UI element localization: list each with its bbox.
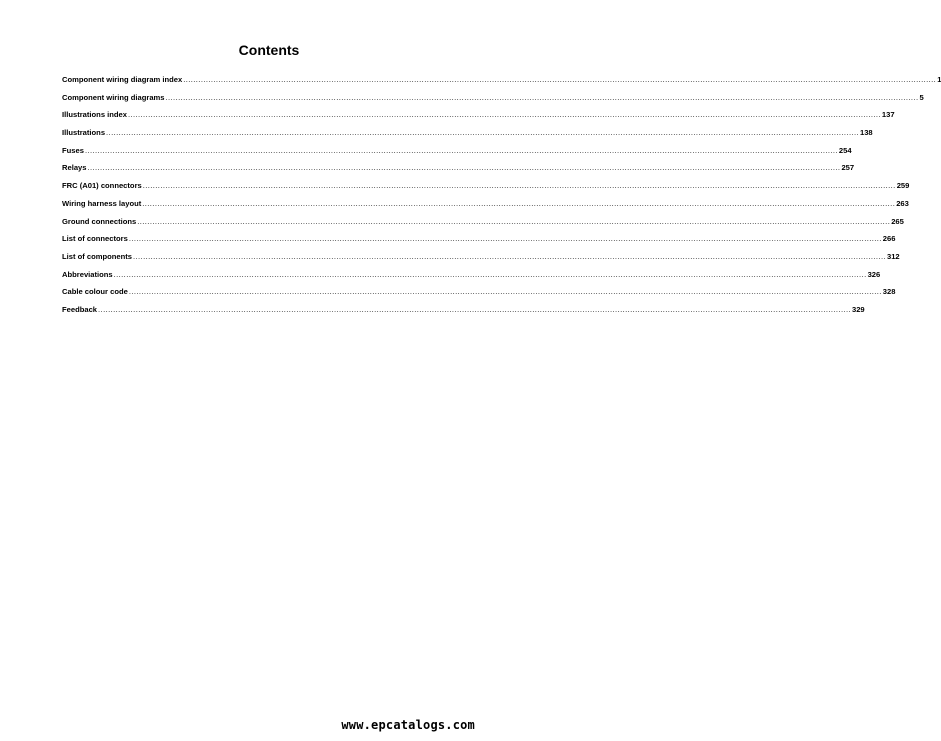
toc-entry[interactable] (62, 216, 904, 235)
toc-entry[interactable] (62, 128, 873, 146)
toc-entry-page: 257 (841, 163, 855, 173)
toc-entry-page: 312 (886, 251, 900, 261)
toc-entry-page: 254 (838, 145, 852, 155)
toc-entry[interactable] (62, 251, 900, 270)
toc-entry-label: Ground connections (62, 216, 137, 226)
toc-entry-label: Component wiring diagrams (62, 92, 165, 102)
toc-dot-leader: ............................................................................................................................................................................................................................................................................................................ (98, 304, 851, 314)
toc-entry-page: 329 (851, 304, 865, 314)
toc-entry-label: Relays (62, 163, 87, 173)
toc-entry-label: Abbreviations (62, 269, 113, 279)
table-of-contents (62, 75, 941, 323)
toc-dot-leader: ............................................................................................................................................................................................................................................................................................................ (142, 181, 896, 191)
toc-entry[interactable] (62, 181, 910, 199)
toc-entry-page: 137 (881, 110, 895, 120)
toc-entry-label: List of components (62, 251, 133, 261)
toc-entry-label: Wiring harness layout (62, 198, 142, 208)
toc-entry-label: Cable colour code (62, 287, 128, 297)
toc-entry-label: Illustrations index (62, 110, 127, 120)
toc-entry[interactable] (62, 304, 865, 323)
toc-entry-page: 326 (867, 269, 881, 279)
toc-entry-page: 259 (896, 181, 910, 191)
toc-entry-label: Illustrations (62, 128, 106, 138)
toc-entry-label: Component wiring diagram index (62, 75, 183, 84)
toc-entry-label: Fuses (62, 145, 84, 155)
toc-entry-page: 1 (937, 75, 941, 84)
toc-dot-leader: ............................................................................................................................................................................................................................................................................................................ (106, 128, 859, 138)
toc-entry-page: 138 (859, 128, 873, 138)
toc-dot-leader: ............................................................................................................................................................................................................................................................................................................ (127, 110, 881, 120)
toc-dot-leader: ............................................................................................................................................................................................................................................................................................................ (128, 234, 882, 244)
toc-entry[interactable] (62, 198, 909, 217)
toc-entry[interactable] (62, 269, 881, 288)
toc-entry-page: 263 (896, 198, 909, 208)
toc-dot-leader: ............................................................................................................................................................................................................................................................................................................ (128, 287, 882, 297)
toc-dot-leader: ............................................................................................................................................................................................................................................................................................................ (183, 75, 937, 84)
toc-entry-page: 265 (891, 216, 904, 226)
toc-dot-leader: ............................................................................................................................................................................................................................................................................................................ (113, 269, 867, 279)
toc-dot-leader: ............................................................................................................................................................................................................................................................................................................ (87, 163, 841, 173)
toc-dot-leader: ............................................................................................................................................................................................................................................................................................................ (137, 216, 891, 226)
toc-entry[interactable] (62, 75, 941, 93)
page-title: Contents (238, 42, 300, 58)
toc-dot-leader: ............................................................................................................................................................................................................................................................................................................ (133, 251, 886, 261)
toc-entry-page: 328 (882, 287, 896, 297)
toc-dot-leader: ............................................................................................................................................................................................................................................................................................................ (84, 145, 838, 155)
toc-entry-label: List of connectors (62, 234, 128, 244)
toc-dot-leader: ............................................................................................................................................................................................................................................................................................................ (165, 92, 919, 102)
toc-dot-leader: ............................................................................................................................................................................................................................................................................................................ (142, 198, 896, 208)
toc-entry[interactable] (62, 110, 895, 128)
toc-entry[interactable] (62, 163, 855, 181)
toc-entry[interactable] (62, 92, 924, 111)
watermark-text: www.epcatalogs.com (341, 718, 475, 732)
toc-entry[interactable] (62, 145, 852, 164)
toc-entry-label: Feedback (62, 304, 98, 314)
toc-entry[interactable] (62, 287, 896, 305)
toc-entry-label: FRC (A01) connectors (62, 181, 142, 191)
toc-entry-page: 5 (919, 92, 924, 102)
toc-entry-page: 266 (882, 234, 896, 244)
toc-entry[interactable] (62, 234, 896, 252)
